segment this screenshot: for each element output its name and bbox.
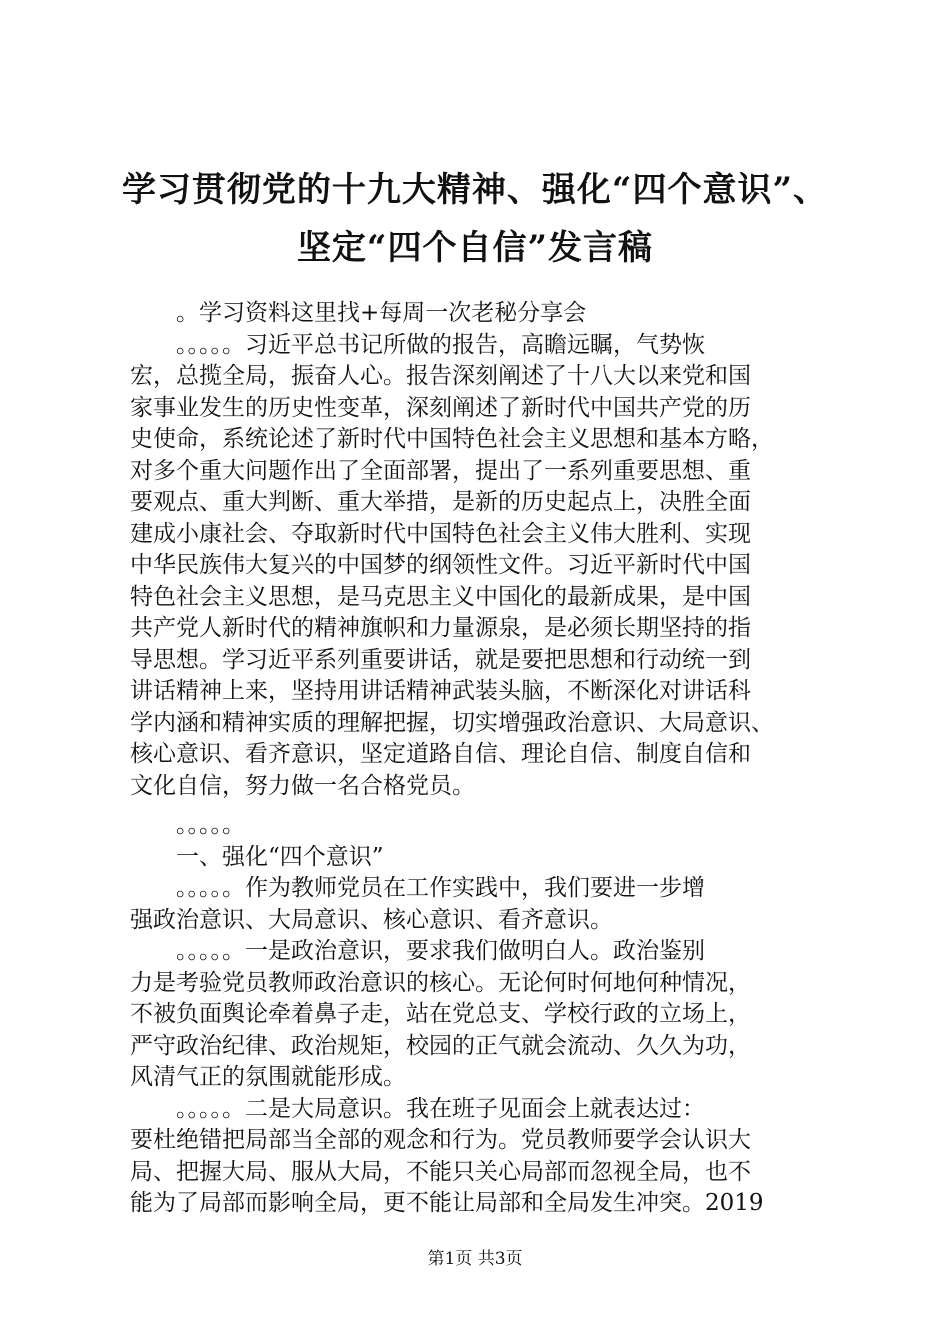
paragraph-line: 风清气正的氛围就能形成。 xyxy=(130,1064,406,1090)
section-heading: 一、强化“四个意识” xyxy=(176,843,384,870)
paragraph-line: 核心意识、看齐意识，坚定道路自信、理论自信、制度自信和 xyxy=(130,741,751,767)
paragraph-line: 局、把握大局、服从大局，不能只关心局部而忽视全局，也不 xyxy=(130,1158,751,1185)
paragraph-line: 。。。。。二是大局意识。我在班子见面会上就表达过： xyxy=(176,1095,705,1122)
paragraph-line: 力是考验党员教师政治意识的核心。无论何时何地何种情况， xyxy=(130,969,751,996)
paragraph-line: 严守政治纪律、政治规矩，校园的正气就会流动、久久为功， xyxy=(130,1032,751,1059)
paragraph-line: 中华民族伟大复兴的中国梦的纲领性文件。习近平新时代中国 xyxy=(130,552,751,578)
paragraph-line: 。。。。。作为教师党员在工作实践中，我们要进一步增 xyxy=(176,875,705,901)
paragraph-line: 文化自信，努力做一名合格党员。 xyxy=(130,772,475,799)
paragraph-line: 。。。。。一是政治意识，要求我们做明白人。政治鉴别 xyxy=(176,938,705,964)
paragraph-line: 要杜绝错把局部当全部的观念和行为。党员教师要学会认识大 xyxy=(130,1127,751,1153)
document-body xyxy=(130,298,835,1220)
separator-line: 。。。。。 xyxy=(176,812,245,838)
paragraph-line: 共产党人新时代的精神旗帜和力量源泉，是必须长期坚持的指 xyxy=(130,615,751,641)
paragraph-line: 学内涵和精神实质的理解把握，切实增强政治意识、大局意识、 xyxy=(130,709,774,736)
paragraph-line: 特色社会主义思想，是马克思主义中国化的最新成果，是中国 xyxy=(130,583,751,610)
document-title-line-1: 学习贯彻党的十九大精神、强化“四个意识”、 xyxy=(121,170,829,210)
paragraph-line: 强政治意识、大局意识、核心意识、看齐意识。 xyxy=(130,906,613,933)
document-title-line-2: 坚定“四个自信”发言稿 xyxy=(296,228,654,268)
intro-line: 。学习资料这里找+每周一次老秘分享会 xyxy=(176,300,587,326)
paragraph-line: 建成小康社会、夺取新时代中国特色社会主义伟大胜利、实现 xyxy=(130,520,751,547)
paragraph-line: 导思想。学习近平系列重要讲话，就是要把思想和行动统一到 xyxy=(130,646,751,673)
paragraph-line: 宏，总揽全局，振奋人心。报告深刻阐述了十八大以来党和国 xyxy=(130,363,751,389)
paragraph-line: 能为了局部而影响全局，更不能让局部和全局发生冲突。2019 xyxy=(130,1190,764,1216)
paragraph-line: 家事业发生的历史性变革，深刻阐述了新时代中国共产党的历 xyxy=(130,394,751,421)
paragraph-line: 讲话精神上来，坚持用讲话精神武装头脑，不断深化对讲话科 xyxy=(130,678,751,704)
paragraph-line: 。。。。。习近平总书记所做的报告，高瞻远瞩，气势恢 xyxy=(176,331,705,358)
paragraph-line: 不被负面舆论牵着鼻子走，站在党总支、学校行政的立场上， xyxy=(130,1001,751,1027)
paragraph-line: 对多个重大问题作出了全面部署，提出了一系列重要思想、重 xyxy=(130,457,751,484)
page-footer: 第1页 共3页 xyxy=(427,1249,523,1269)
paragraph-line: 要观点、重大判断、重大举措，是新的历史起点上，决胜全面 xyxy=(130,489,751,515)
paragraph-line: 史使命，系统论述了新时代中国特色社会主义思想和基本方略， xyxy=(130,426,774,452)
